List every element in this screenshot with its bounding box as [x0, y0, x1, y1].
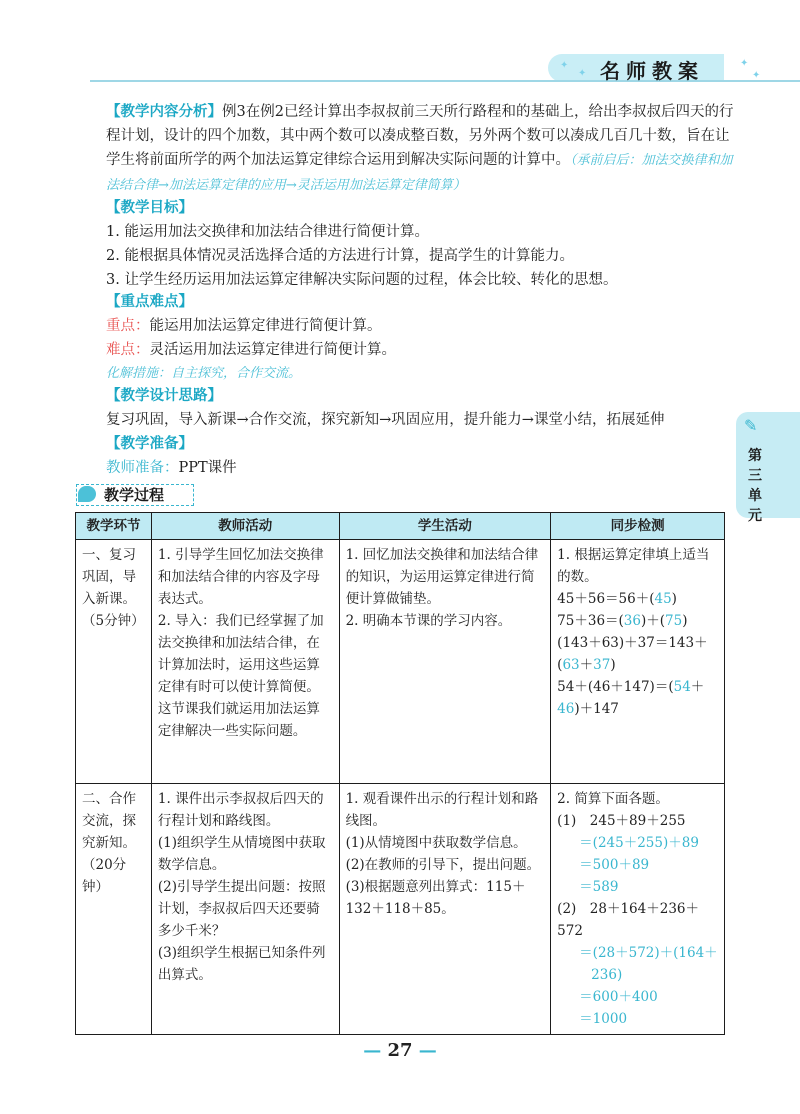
table-row [76, 784, 725, 1035]
header-student: 学生活动 [339, 513, 551, 540]
student-item: (3)根据题意列出算式：115＋132＋118＋85。 [345, 879, 526, 917]
process-table [75, 512, 725, 1035]
check-line: 45＋56＝56＋(45) [557, 591, 677, 607]
teacher-item: (1)组织学生从情境图中获取数学信息。 [157, 835, 326, 873]
keypoints-note: 化解措施：自主探究，合作交流。 [106, 366, 302, 381]
analysis-section [106, 100, 736, 198]
stage-cell: 二、合作交流，探究新知。（20分钟） [76, 784, 152, 1035]
teacher-item: 1. 课件出示李叔叔后四天的行程计划和路线图。 [157, 791, 324, 829]
teacher-cell [151, 784, 339, 1035]
solution-step: ＝(245＋255)＋89 [579, 835, 699, 851]
teacher-item: (2)引导学生提出问题：按照计划，李叔叔后四天还要骑多少千米？ [157, 879, 326, 939]
table-header-row [76, 513, 725, 540]
analysis-note: （承前启后：加法交换律和加法结合律→加法运算定律的应用→灵活运用加法运算定律简算） [106, 153, 733, 193]
solution-step: ＝1000 [579, 1011, 628, 1027]
check-line: 54＋(46＋147)＝(54＋46)＋147 [557, 679, 705, 717]
star-icon: ✦ [752, 70, 761, 81]
teacher-cell [151, 540, 339, 784]
table-row [76, 540, 725, 784]
answer: 54 [673, 679, 691, 695]
prep-section [106, 432, 736, 480]
hard-text: 灵活运用加法运算定律进行简便计算。 [149, 342, 396, 358]
key-label: 重点： [106, 318, 150, 334]
goals-tag: 【教学目标】 [106, 199, 193, 216]
check-intro: 2. 简算下面各题。 [557, 791, 669, 807]
unit-label: 第三单元 [748, 448, 762, 524]
solution-step: 236) [591, 967, 623, 983]
check-cell [551, 540, 725, 784]
keypoints-tag: 【重点难点】 [106, 293, 193, 310]
prep-label: 教师准备： [106, 460, 179, 476]
key-text: 能运用加法运算定律进行简便计算。 [149, 318, 382, 334]
teacher-item: 2. 导入：我们已经掌握了加法交换律和加法结合律，在计算加法时，运用这些运算定律有时可以使计算简便。这节课我们就运用加法运算定律解决一些实际问题。 [157, 613, 324, 739]
student-item: 1. 回忆加法交换律和加法结合律的知识，为运用运算定律进行简便计算做铺垫。 [345, 547, 539, 607]
star-icon: ✦ [578, 68, 587, 79]
student-cell [339, 540, 551, 784]
question: (2) 28＋164＋236＋572 [557, 901, 700, 939]
student-item: 1. 观看课件出示的行程计划和路线图。 [345, 791, 539, 829]
solution-step: ＝589 [579, 879, 619, 895]
check-intro: 1. 根据运算定律填上适当的数。 [557, 547, 710, 585]
analysis-text: 例3在例2已经计算出李叔叔前三天所行路程和的基础上，给出李叔叔后四天的行程计划，设计的四个加数，其中两个数可以凑成整百数，另外两个数可以凑成几百几十数，旨在让学生将前面所学的两个加法运算定律综合运用到解决实际问题的计算中。 [106, 104, 734, 168]
answer: 63 [562, 657, 580, 673]
hard-label: 难点： [106, 342, 150, 358]
goal-item: 2. 能根据具体情况灵活选择合适的方法进行计算，提高学生的计算能力。 [106, 248, 574, 264]
header-teacher: 教师活动 [151, 513, 339, 540]
student-item: 2. 明确本节课的学习内容。 [345, 613, 512, 629]
star-icon: ✦ [740, 58, 749, 69]
student-item: (2)在教师的引导下，提出问题。 [345, 857, 541, 873]
star-icon: ✦ [560, 60, 569, 71]
goal-item: 3. 让学生经历运用加法运算定律解决实际问题的过程，体会比较、转化的思想。 [106, 272, 618, 288]
design-tag: 【教学设计思路】 [106, 387, 222, 404]
check-cell [551, 784, 725, 1035]
stage-cell: 一、复习巩固，导入新课。（5分钟） [76, 540, 152, 784]
bird-icon: ✎ [744, 416, 758, 435]
teacher-item: (3)组织学生根据已知条件列出算式。 [157, 945, 326, 983]
pin-icon [78, 486, 96, 502]
solution-step: ＝(28＋572)＋(164＋ [579, 945, 718, 961]
question: (1) 245＋89＋255 [557, 813, 686, 829]
prep-tag: 【教学准备】 [106, 435, 193, 452]
answer: 36 [623, 613, 641, 629]
goals-section [106, 196, 736, 292]
design-section [106, 384, 736, 432]
analysis-tag: 【教学内容分析】 [106, 103, 222, 120]
answer: 46 [557, 701, 575, 717]
solution-step: ＝600＋400 [579, 989, 658, 1005]
header-stage: 教学环节 [76, 513, 152, 540]
process-title: 教学过程 [104, 486, 165, 504]
page-number: — 27 — [363, 1040, 437, 1061]
teacher-item: 1. 引导学生回忆加法交换律和加法结合律的内容及字母表达式。 [157, 547, 324, 607]
header-title: 名师教案 [600, 59, 704, 83]
student-cell [339, 784, 551, 1035]
keypoints-section [106, 290, 736, 386]
check-line: 75＋36＝(36)＋(75) [557, 613, 688, 629]
design-text: 复习巩固，导入新课→合作交流，探究新知→巩固应用，提升能力→课堂小结，拓展延伸 [106, 412, 665, 428]
solution-step: ＝500＋89 [579, 857, 650, 873]
header-check: 同步检测 [551, 513, 725, 540]
check-line: (143＋63)＋37＝143＋(63＋37) [557, 635, 708, 673]
student-item: (1)从情境图中获取数学信息。 [345, 835, 527, 851]
answer: 37 [593, 657, 611, 673]
answer: 45 [654, 591, 672, 607]
goal-item: 1. 能运用加法交换律和加法结合律进行简便计算。 [106, 224, 429, 240]
answer: 75 [665, 613, 683, 629]
prep-text: PPT课件 [178, 460, 237, 476]
